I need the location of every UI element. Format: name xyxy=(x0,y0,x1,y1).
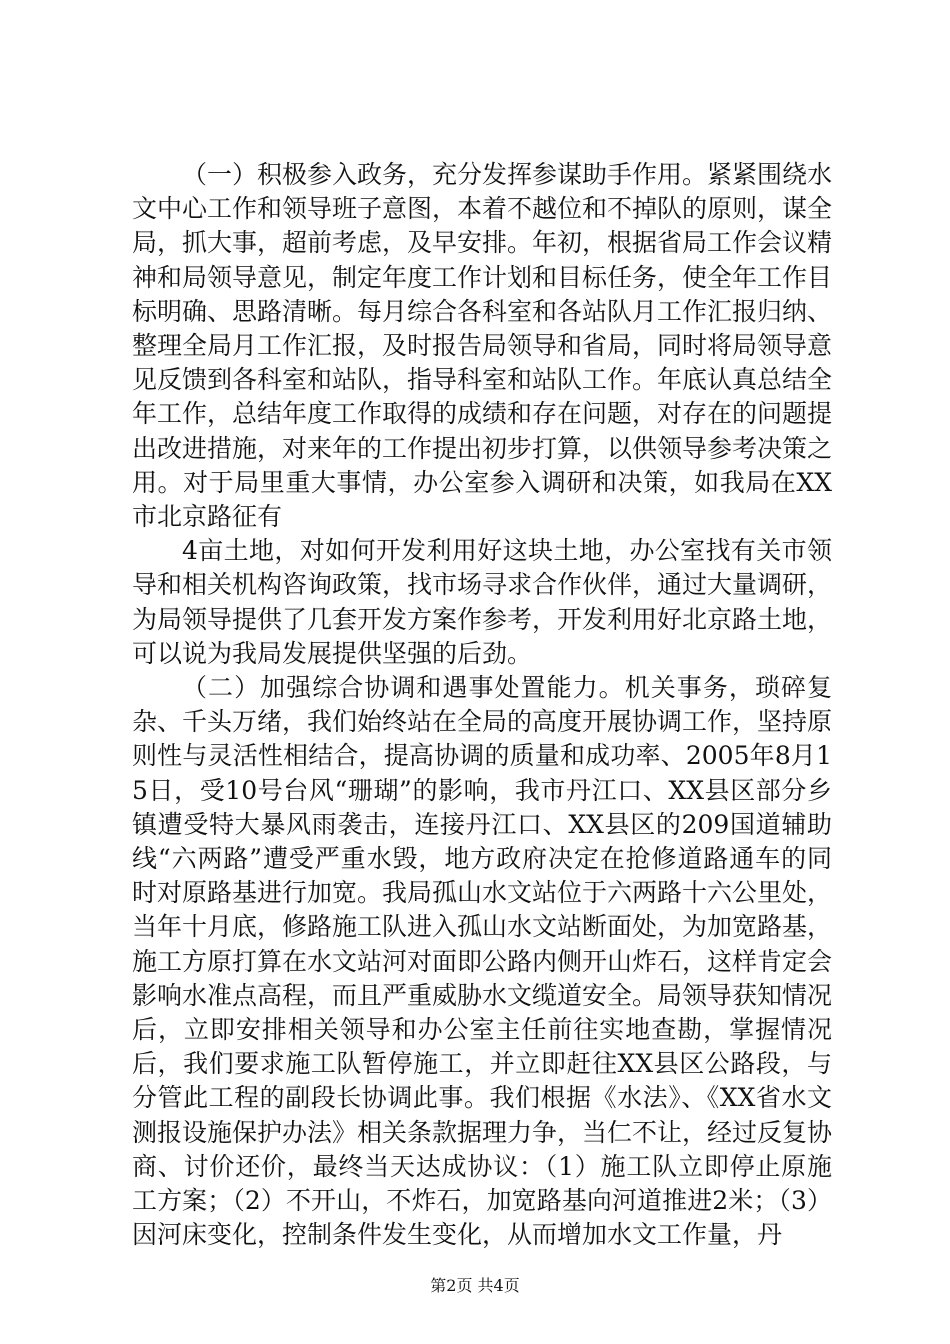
paragraph-3: （二）加强综合协调和遇事处置能力。机关事务，琐碎复杂、千头万绪，我们始终站在全局的高度开展协调工作，坚持原则性与灵活性相结合，提高协调的质量和成功率、2005年8月15日，受10号台风“珊瑚”的影响，我市丹江口、XX县区部分乡镇遭受特大暴风雨袭击，连接丹江口、XX县区的209国道辅助线“六两路”遭受严重水毁，地方政府决定在抢修道路通车的同时对原路基进行加宽。我局孤山水文站位于六两路十六公里处，当年十月底，修路施工队进入孤山水文站断面处，为加宽路基，施工方原打算在水文站河对面即公路内侧开山炸石，这样肯定会影响水准点高程，而且严重威胁水文缆道安全。局领导获知情况后，立即安排相关领导和办公室主任前往实地查勘，掌握情况后，我们要求施工队暂停施工，并立即赶往XX县区公路段，与分管此工程的副段长协调此事。我们根据《水法》、《XX省水文测报设施保护办法》相关条款据理力争，当仁不让，经过反复协商、讨价还价，最终当天达成协议：（1）施工队立即停止原施工方案；（2）不开山，不炸石，加宽路基向河道推进2米；（3）因河床变化，控制条件发生变化，从而增加水文工作量，丹 xyxy=(132,673,833,1250)
document-body xyxy=(132,158,832,1253)
page-number-footer: 第2页 共4页 xyxy=(430,1276,520,1295)
paragraph-2: 4亩土地，对如何开发利用好这块土地，办公室找有关市领导和相关机构咨询政策，找市场寻求合作伙伴，通过大量调研，为局领导提供了几套开发方案作参考，开发利用好北京路土地，可以说为我局发展提供坚强的后劲。 xyxy=(132,536,833,668)
paragraph-1: （一）积极参入政务，充分发挥参谋助手作用。紧紧围绕水文中心工作和领导班子意图，本着不越位和不掉队的原则，谋全局，抓大事，超前考虑，及早安排。年初，根据省局工作会议精神和局领导意见，制定年度工作计划和目标任务，使全年工作目标明确、思路清晰。每月综合各科室和各站队月工作汇报归纳、整理全局月工作汇报，及时报告局领导和省局，同时将局领导意见反馈到各科室和站队，指导科室和站队工作。年底认真总结全年工作，总结年度工作取得的成绩和存在问题，对存在的问题提出改进措施，对来年的工作提出初步打算，以供领导参考决策之用。对于局里重大事情，办公室参入调研和决策，如我局在XX市北京路征有 xyxy=(132,160,833,532)
